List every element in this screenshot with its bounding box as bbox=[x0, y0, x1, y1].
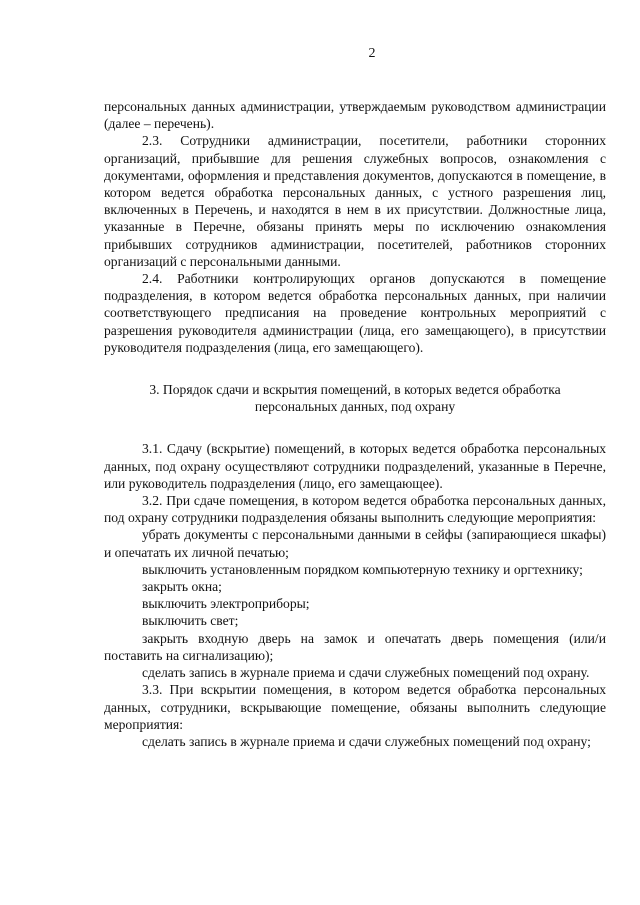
paragraph-3-3: 3.3. При вскрытии помещения, в котором ведется обработка персональных данных, сотрудники, вскрывающие помещение, обязаны выполнить следующие мероприятия: bbox=[104, 682, 606, 732]
paragraph-3-2: 3.2. При сдаче помещения, в котором ведется обработка персональных данных, под охрану сотрудники подразделения обязаны выполнить следующие мероприятия: bbox=[104, 493, 606, 526]
paragraph-2-3: 2.3. Сотрудники администрации, посетители, работники сторонних организаций, прибывшие для решения служебных вопросов, ознакомления с документами, оформления и представления документов, допускаются в помещение, в котором ведется обработка персональных данных, с устного разрешения лиц, включенных в Перечень, и находятся в нем в их присутствии. Должностные лица, указанные в Перечне, обязаны принять меры по исключению ознакомления прибывших сотрудников администрации, посетителей, работников сторонних организаций с персональными данными. bbox=[104, 133, 606, 269]
list-item: убрать документы с персональными данными в сейфы (запирающиеся шкафы) и опечатать их личной печатью; bbox=[104, 527, 606, 560]
list-item: выключить электроприборы; bbox=[142, 596, 310, 612]
document-body bbox=[104, 98, 606, 750]
section-heading-3: 3. Порядок сдачи и вскрытия помещений, в которых ведется обработка персональных данных, под охрану bbox=[149, 382, 561, 415]
paragraph-3-1: 3.1. Сдачу (вскрытие) помещений, в которых ведется обработка персональных данных, под охрану осуществляют сотрудники подразделений, указанные в Перечне, или руководитель подразделения (лицо, его замещающее). bbox=[104, 441, 606, 491]
paragraph-continuation: персональных данных администрации, утверждаемым руководством администрации (далее – перечень). bbox=[104, 99, 606, 132]
paragraph-2-4: 2.4. Работники контролирующих органов допускаются в помещение подразделения, в котором ведется обработка персональных данных, при наличии соответствующего предписания на проведение контрольных мероприятий с разрешения руководителя администрации (лица, его замещающего), в присутствии руководителя подразделения (лица, его замещающего). bbox=[104, 271, 606, 355]
page-number: 2 bbox=[368, 46, 376, 61]
list-item: закрыть окна; bbox=[142, 579, 222, 595]
list-item: выключить свет; bbox=[142, 613, 239, 629]
list-item: сделать запись в журнале приема и сдачи служебных помещений под охрану. bbox=[142, 665, 590, 681]
list-item: сделать запись в журнале приема и сдачи служебных помещений под охрану; bbox=[142, 733, 591, 749]
list-item: закрыть входную дверь на замок и опечатать дверь помещения (или/и поставить на сигнализацию); bbox=[104, 630, 606, 663]
list-item: выключить установленным порядком компьютерную технику и оргтехнику; bbox=[142, 561, 583, 577]
